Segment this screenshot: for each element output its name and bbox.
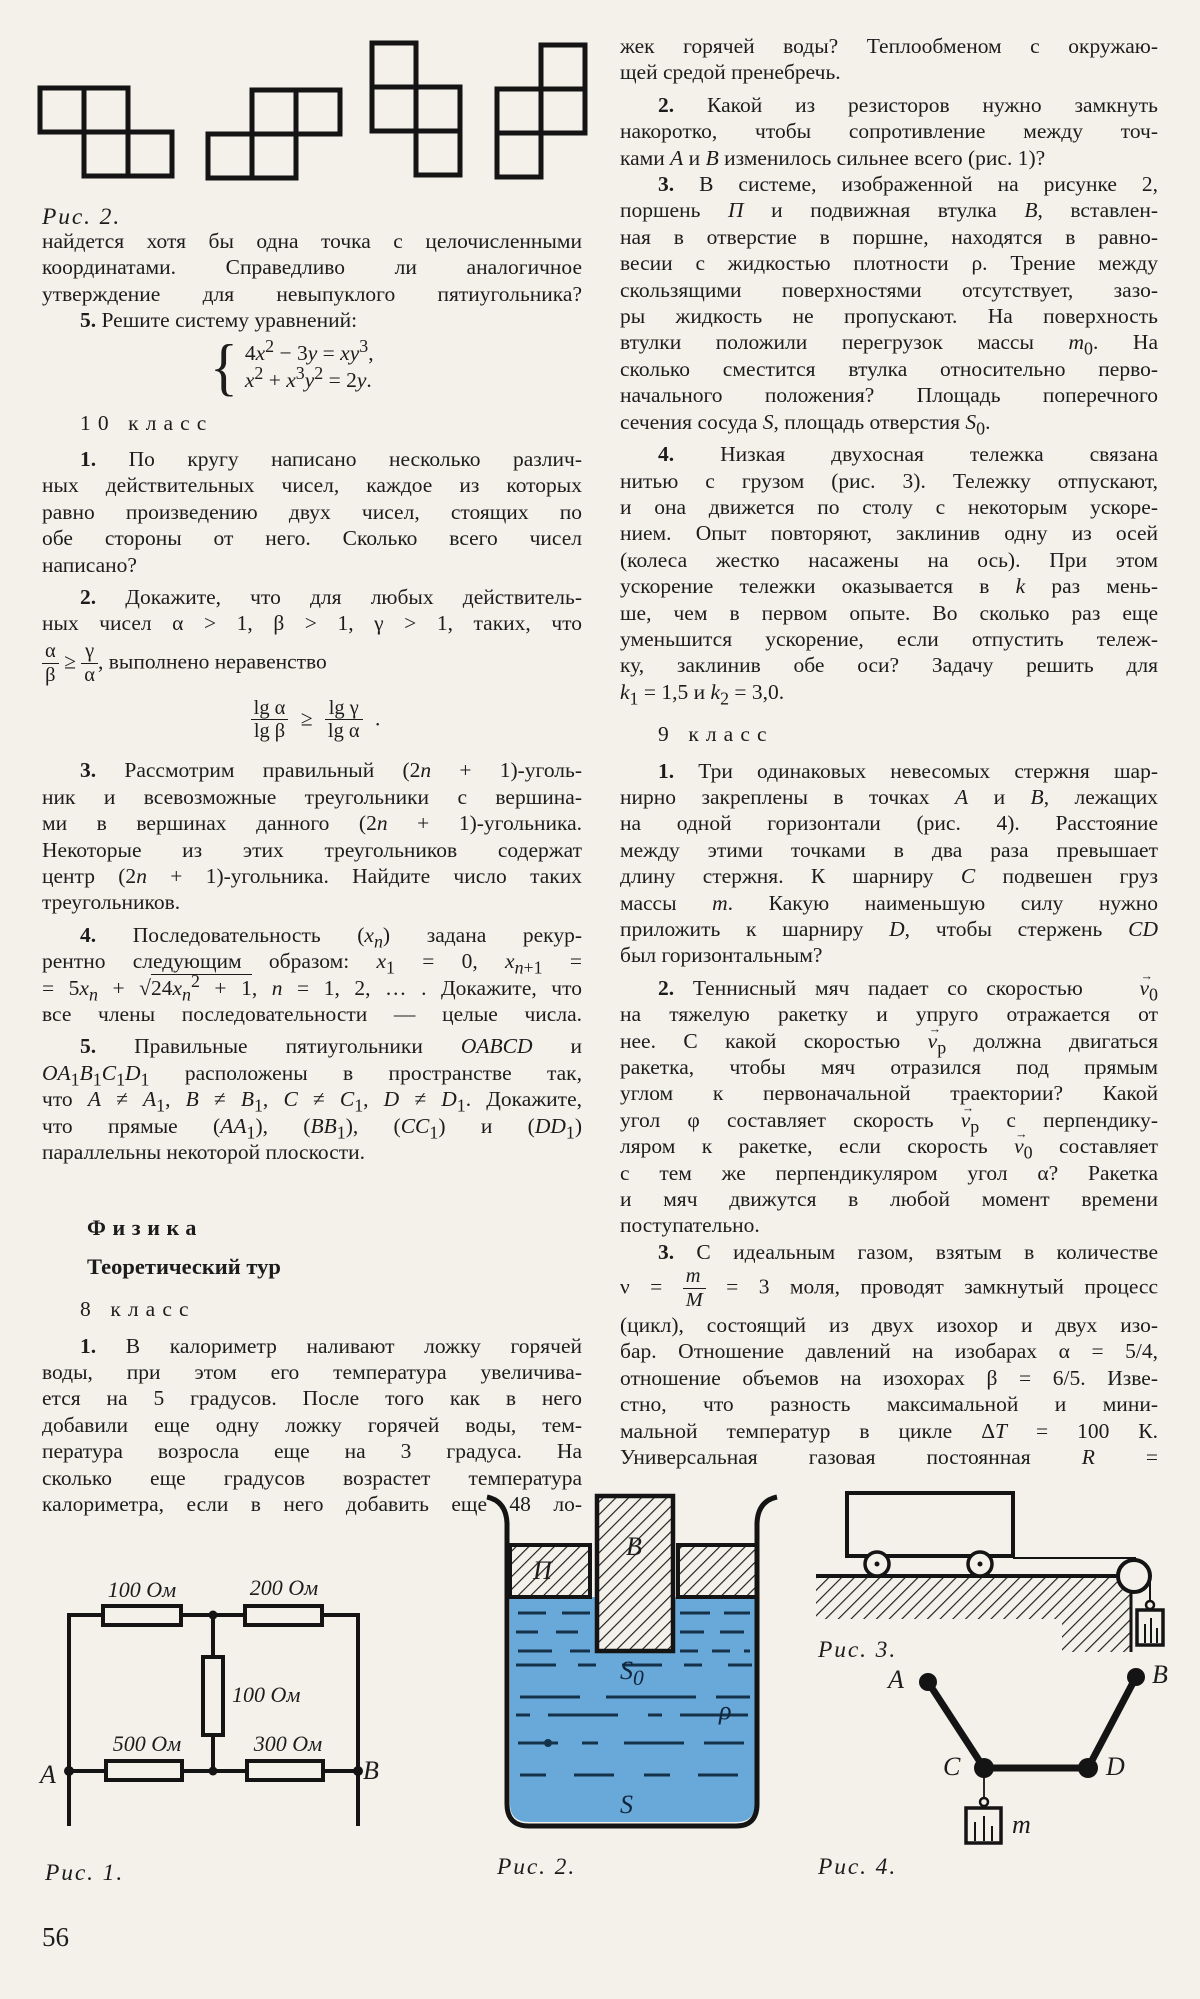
paragraph: 2. Докажите, что для любых действитель- ных чисел α > 1, β > 1, γ > 1, таких, что <box>42 585 582 636</box>
paragraph: 1. Три одинаковых невесомых стержня шар- нирно закреплены в точках A и B, лежащих на одной горизонтали (рис. 4). Расстояние между этими точками в два раза превышает длину стержня. К шарниру C подвешен груз массы m. Какую наименьшую силу нужно приложить к шарниру D, чтобы стержень CD был горизонтальным? <box>620 758 1159 968</box>
hinge-A-label: A <box>888 1665 904 1694</box>
pulley <box>1118 1560 1150 1592</box>
plug-label: B <box>626 1532 642 1561</box>
right-column <box>620 33 1158 1470</box>
top-figure-caption: Рис. 2. <box>42 204 122 230</box>
paragraph: 5. Решите систему уравнений: <box>80 308 358 333</box>
tetromino-figure <box>40 43 585 178</box>
paragraph: 3. С идеальным газом, взятым в количестве ν = $\frac{m}{M}$ = 3 моля, проводят замкнутый процесс (цикл), состоящий из двух изохор и двух изо- бар. Отношение давлений на изобарах α = 5/4, отношение объемов на изохорах β = 6/5. Изве- стно, что разность максимальной и мини- мальной температур в цикле ΔT = 100 К. Универсальная газовая постоянная R = <box>620 1239 1159 1470</box>
mass-m-label: m <box>1012 1810 1031 1839</box>
paragraph: 4. Последовательность $(x_n)$ задана рекур- рентно следующим образом: $x_1 = 0$, $x_{n+1}$ = = $5x_n + √24x_n^2 + 1$, n = 1, 2, … . Докажите, что все члены последовательности — целые числа. <box>42 922 582 1026</box>
piston-right <box>678 1545 757 1597</box>
paragraph: 2. Теннисный мяч падает со скоростью $v \to_0$ на тяжелую ракетку и упруго отражается от нее. С какой скоростью $v \to_р$ должна двигаться ракетка, чтобы мяч отразился под прямым углом к первоначальной траектории? Какой угол φ составляет скорость $v \to_р$ с перпендику- ляром к ракетке, если скорость $v \to_0$ составляет с тем же перпендикуляром угол α? Ракетка и мяч движутся в любой момент времени поступательно. <box>620 975 1158 1239</box>
s-label: S <box>620 1790 633 1819</box>
paragraph: Теоретический тур <box>87 1253 281 1279</box>
paragraph: 4. Низкая двухосная тележка связана нитью с грузом (рис. 3). Тележку отпускают, и она движется по столу с некоторым ускоре- нием. Опыт повторяют, заклинив одну из осей (колеса жестко насажены на ось). При этом ускорение тележки оказывается в k раз мень- ше, чем в первом опыте. Во сколько раз еще уменьшится ускорение, если отпустить тележ- ку, заклинив обе оси? Задачу решить для $k_1 = 1,5$ и $k_2 = 3,0$. <box>620 442 1159 709</box>
circuit-figure <box>64 1606 363 1826</box>
paragraph: Физика <box>87 1215 204 1241</box>
paragraph: { $4x^2 - 3y = xy^3$, $x^2 + x^3y^2 = 2y$. <box>210 330 374 403</box>
cart-figure <box>816 1493 1163 1652</box>
left-column <box>42 228 582 1517</box>
paragraph: 9 класс <box>658 722 774 747</box>
resistor-label-100-mid: 100 Ом <box>232 1682 301 1707</box>
paragraph: найдется хотя бы одна точка с целочисленными координатами. Справедливо ли аналогичное утверждение для невыпуклого пятиугольника? <box>42 229 582 306</box>
resistor-label-500: 500 Ом <box>112 1731 182 1756</box>
paragraph: жек горячей воды? Теплообменом с окружаю- щей средой пренебречь. <box>620 34 1158 85</box>
rho-label: ρ <box>719 1696 732 1725</box>
hinge-C-label: C <box>943 1752 961 1781</box>
fig2-caption: Рис. 2. <box>497 1854 577 1880</box>
fig3-caption: Рис. 3. <box>818 1637 898 1663</box>
page-number: 56 <box>42 1922 69 1952</box>
resistor-label-300: 300 Ом <box>253 1731 323 1756</box>
paragraph: 3. Рассмотрим правильный (2n + 1)-уголь- ник и всевозможные треугольники с вершина- ми в вершинах данного (2n + 1)-угольника. Некоторые из этих треугольников содержат центр (2n + 1)-угольника. Найдите число таких треугольников. <box>42 758 582 915</box>
plug-B <box>597 1496 673 1651</box>
paragraph: 2. Какой из резисторов нужно замкнуть накоротко, чтобы сопротивление между точ- ками A и B изменилось сильнее всего (рис. 1)? <box>620 92 1158 170</box>
paragraph: 10 класс <box>80 410 214 435</box>
paragraph: 1. По кругу написано несколько различ- ных действительных чисел, каждое из которых равно произведению двух чисел, стоящих по обе стороны от него. Сколько всего чисел написано? <box>42 447 582 577</box>
paragraph: $\frac{\text{lg α}}{\text{lg β}}$ ≥ $\frac{\text{lg γ}}{\text{lg α}}$ . <box>42 697 582 744</box>
fig4-caption: Рис. 4. <box>818 1854 898 1880</box>
paragraph: 3. В системе, изображенной на рисунке 2, поршень П и подвижная втулка B, вставлен- ная в отверстие в поршне, находятся в равно- весии с жидкостью плотности ρ. Трение между скользящими поверхностями отсутствует, зазо- ры жидкость не пропускают. На поверхность втулки положили перегрузок массы $m_0$. На сколько сместится втулка относительно перво- начального положения? Площадь поперечного сечения сосуда S, площадь отверстия $S_0$. <box>620 172 1158 438</box>
piston-label: П <box>533 1556 552 1585</box>
paragraph: 1. В калориметр наливают ложку горячей воды, при этом его температура увеличива- ется на 5 градусов. После того как в него добавили еще одну ложку горячей воды, тем- пература возросла еще на 3 градуса. На сколько еще градусов возрастет температура калориметра, если в него добавить еще 48 ло- <box>42 1333 582 1517</box>
hinge-D-label: D <box>1106 1752 1125 1781</box>
paragraph: $\frac{\alpha}{\beta}$ ≥ $\frac{\gamma}{\alpha}$ , выполнено неравенство <box>42 640 582 687</box>
fig1-caption: Рис. 1. <box>45 1860 125 1886</box>
s0-label: $S_0$ <box>620 1656 644 1691</box>
terminal-A-label: A <box>40 1760 56 1789</box>
paragraph: 5. Правильные пятиугольники OABCD и $OA_1B_1C_1D_1$ расположены в пространстве так, что $A \ne A_1$, $B \ne B_1$, $C \ne C_1$, $D \ne D_1$. Докажите, что прямые $(AA_1)$, $(BB_1)$, $(CC_1)$ и $(DD_1)$ параллельны некоторой плоскости. <box>42 1034 583 1164</box>
hinge-B-label: B <box>1152 1660 1168 1689</box>
resistor-label-100-top: 100 Ом <box>107 1577 177 1602</box>
terminal-B-label: B <box>363 1756 379 1785</box>
resistor-label-200: 200 Ом <box>249 1575 319 1600</box>
paragraph: 8 класс <box>80 1297 196 1322</box>
